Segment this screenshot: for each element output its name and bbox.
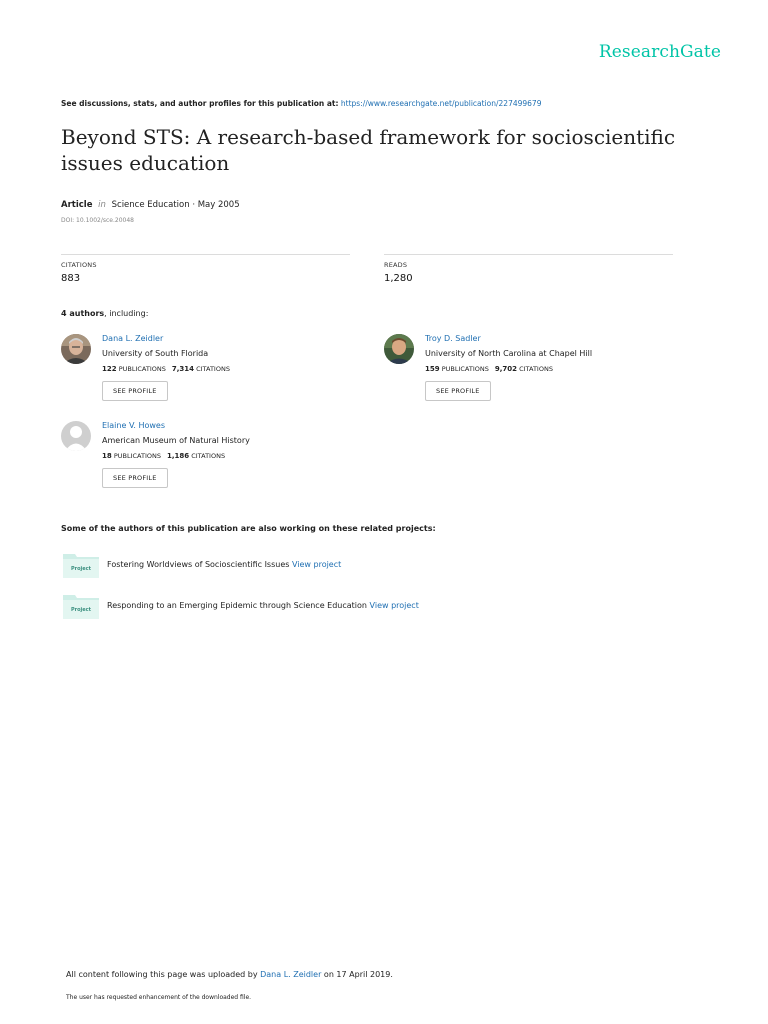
uploader-link[interactable]: Dana L. Zeidler — [260, 970, 322, 979]
project-text — [107, 601, 419, 610]
author-info — [102, 334, 230, 401]
journal-name[interactable]: Science Education — [111, 200, 190, 210]
authors-heading — [61, 309, 148, 318]
author-info — [102, 421, 250, 488]
citations-label: CITATIONS — [61, 261, 97, 269]
folder-icon — [63, 552, 99, 578]
project-text — [107, 560, 341, 569]
upload-prefix: All content following this page was uploaded by — [66, 970, 258, 979]
author-institution: University of South Florida — [102, 349, 209, 358]
publication-type: Article — [61, 200, 93, 210]
author-citations-label: CITATIONS — [519, 365, 553, 373]
see-profile-button[interactable]: SEE PROFILE — [102, 381, 168, 401]
author-card — [61, 334, 361, 414]
folder-label: Project — [70, 566, 92, 572]
publication-meta — [61, 200, 240, 210]
author-publications-label: PUBLICATIONS — [113, 452, 161, 460]
author-avatar[interactable] — [384, 334, 414, 364]
publication-title: Beyond STS: A research-based framework for socioscientific issues education — [61, 125, 676, 175]
author-citations-count: 7,314 — [171, 365, 195, 373]
author-info — [425, 334, 592, 401]
project-item — [63, 593, 663, 619]
project-title: Responding to an Emerging Epidemic through Science Education — [107, 601, 367, 610]
citations-stat — [61, 254, 350, 284]
author-publications-label: PUBLICATIONS — [118, 365, 166, 373]
doi-text: DOI: 10.1002/sce.20048 — [61, 217, 134, 224]
reads-stat — [384, 254, 673, 284]
publication-url-link[interactable]: https://www.researchgate.net/publication/227499679 — [340, 99, 542, 108]
author-citations-count: 9,702 — [494, 365, 518, 373]
author-publications-count: 122 — [102, 365, 117, 373]
related-projects-heading: Some of the authors of this publication are also working on these related projects: — [61, 524, 436, 533]
folder-icon — [63, 593, 99, 619]
project-item — [63, 552, 663, 578]
citations-value: 883 — [61, 273, 81, 284]
researchgate-logo[interactable]: ResearchGate — [598, 42, 721, 62]
source-line — [61, 99, 541, 108]
author-avatar[interactable] — [61, 334, 91, 364]
author-institution: University of North Carolina at Chapel Hill — [425, 349, 593, 358]
authors-suffix: , including: — [104, 309, 149, 318]
author-publications-label: PUBLICATIONS — [441, 365, 489, 373]
author-citations-label: CITATIONS — [191, 452, 226, 460]
author-citations-count: 1,186 — [166, 452, 190, 460]
author-card — [384, 334, 684, 414]
in-word: in — [98, 200, 106, 210]
author-photo-icon — [61, 334, 91, 364]
folder-label: Project — [70, 607, 92, 613]
author-name-link[interactable]: Elaine V. Howes — [102, 421, 166, 430]
project-title: Fostering Worldviews of Socioscientific Issues — [107, 560, 290, 569]
author-stats — [102, 365, 230, 374]
author-name-link[interactable]: Dana L. Zeidler — [102, 334, 164, 343]
reads-value: 1,280 — [384, 273, 413, 284]
upload-note — [66, 970, 393, 979]
author-stats — [425, 365, 592, 374]
upload-suffix: on 17 April 2019. — [323, 970, 393, 979]
author-name-link[interactable]: Troy D. Sadler — [425, 334, 481, 343]
publication-date: May 2005 — [197, 200, 240, 210]
author-publications-count: 18 — [102, 452, 112, 460]
author-publications-count: 159 — [425, 365, 440, 373]
reads-label: READS — [384, 261, 408, 269]
person-silhouette-icon — [61, 421, 91, 451]
enhancement-note: The user has requested enhancement of the downloaded file. — [66, 994, 252, 1001]
see-profile-button[interactable]: SEE PROFILE — [102, 468, 168, 488]
view-project-link[interactable]: View project — [291, 560, 342, 569]
author-card — [61, 421, 361, 501]
author-photo-icon — [384, 334, 414, 364]
see-profile-button[interactable]: SEE PROFILE — [425, 381, 491, 401]
author-avatar[interactable] — [61, 421, 91, 451]
authors-count: 4 authors — [61, 309, 105, 318]
author-citations-label: CITATIONS — [196, 365, 230, 373]
date-separator: · — [192, 200, 196, 210]
author-institution: American Museum of Natural History — [102, 436, 250, 445]
view-project-link[interactable]: View project — [369, 601, 419, 610]
author-stats — [102, 452, 250, 461]
source-line-lead: See discussions, stats, and author profiles for this publication at: — [61, 99, 339, 108]
